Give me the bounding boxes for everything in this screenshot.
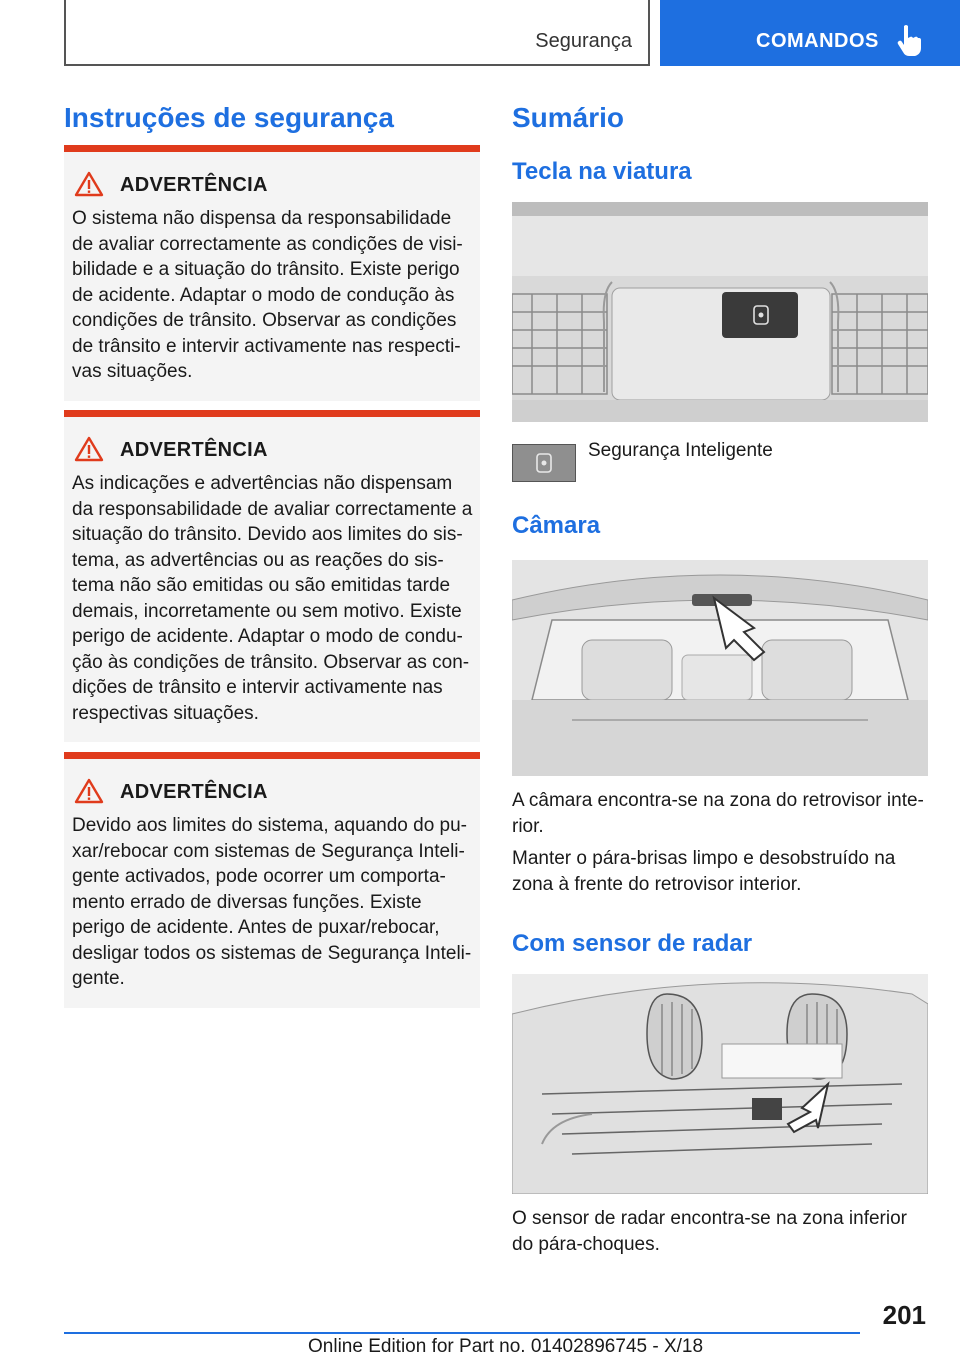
dashboard-button-image (512, 202, 928, 422)
text-line: perigo de acidente. Antes de puxar/rebocar, (72, 917, 440, 938)
header-chapter-title: COMANDOS (756, 30, 879, 52)
text-line: demais, incorretamente ou sem motivo. Existe (72, 600, 462, 622)
text-line: O sensor de radar encontra-se na zona inferior (512, 1208, 907, 1229)
text-line: condições de trânsito. Observar as condições (72, 310, 457, 331)
header-section-box (64, 0, 650, 66)
text-line: Manter o pára-brisas limpo e desobstruído na (512, 848, 896, 869)
text-line: gente activados, pode ocorrer um comporta‐ (72, 866, 446, 887)
text-line: tema não são emitidas ou são emitidas tarde (72, 575, 451, 596)
warning-text (72, 813, 474, 992)
camera-paragraph-2 (512, 846, 928, 897)
text-line: As indicações e advertências não dispensam (72, 473, 453, 494)
page-number: 201 (882, 1300, 926, 1330)
text-line: da responsabilidade de avaliar correctamente a (72, 498, 473, 520)
camera-paragraph-1 (512, 788, 928, 839)
warning-label: ADVERTÊNCIA (120, 781, 268, 803)
footer-divider (64, 1332, 860, 1334)
camera-windshield-image (512, 560, 928, 776)
text-line: tema, as advertências ou as reações do sis‐ (72, 549, 444, 571)
text-line: xar/rebocar com sistemas de Segurança Inteli‐ (72, 840, 465, 862)
warning-text (72, 206, 474, 385)
summary-title: Sumário (512, 102, 625, 133)
text-line: ção às condições de trânsito. Observar as con‐ (72, 651, 470, 673)
text-line: situação do trânsito. Devido aos limites do sis‐ (72, 524, 463, 545)
warning-triangle-icon (74, 435, 104, 463)
safety-instructions-title: Instruções de segurança (64, 102, 394, 133)
warning-text (72, 471, 474, 726)
radar-bumper-image (512, 974, 928, 1194)
warning-label: ADVERTÊNCIA (120, 439, 268, 461)
warning-box-2 (64, 410, 480, 742)
text-line: zona à frente do retrovisor interior. (512, 873, 802, 895)
warning-triangle-icon (74, 170, 104, 198)
radar-section-title: Com sensor de radar (512, 930, 753, 957)
text-line: vas situações. (72, 361, 193, 382)
text-line: do pára-choques. (512, 1233, 660, 1255)
text-line: respectivas situações. (72, 702, 259, 724)
header-section-title: Segurança (535, 30, 632, 52)
warning-triangle-icon (74, 777, 104, 805)
warning-box-1 (64, 145, 480, 401)
text-line: dições de trânsito e intervir activamente nas (72, 677, 443, 698)
text-line: A câmara encontra-se na zona do retrovisor inte‐ (512, 790, 924, 811)
text-line: bilidade e a situação do trânsito. Existe perigo (72, 259, 460, 280)
warning-label: ADVERTÊNCIA (120, 174, 268, 196)
intelligent-safety-label: Segurança Inteligente (588, 440, 773, 461)
text-line: desligar todos os sistemas de Segurança Inteli‐ (72, 942, 472, 964)
footer-edition: Online Edition for Part no. 01402896745 - X/18 (308, 1336, 704, 1357)
text-line: perigo de acidente. Adaptar o modo de condu‐ (72, 626, 463, 647)
pointing-hand-icon (896, 24, 922, 56)
text-line: O sistema não dispensa da responsabilidade (72, 208, 452, 229)
text-line: de avaliar correctamente as condições de visi‐ (72, 233, 463, 255)
text-line: de acidente. Adaptar o modo de condução às (72, 284, 455, 306)
intelligent-safety-icon (512, 444, 576, 482)
warning-box-3 (64, 752, 480, 1008)
text-line: gente. (72, 968, 125, 989)
button-section-title: Tecla na viatura (512, 158, 692, 185)
text-line: rior. (512, 815, 544, 837)
text-line: mento errado de diversas funções. Existe (72, 891, 422, 913)
camera-section-title: Câmara (512, 512, 601, 539)
header-chapter-tab (660, 0, 960, 66)
text-line: de trânsito e intervir activamente nas respecti‐ (72, 335, 461, 357)
text-line: Devido aos limites do sistema, aquando do pu‐ (72, 815, 468, 836)
radar-paragraph (512, 1206, 928, 1257)
